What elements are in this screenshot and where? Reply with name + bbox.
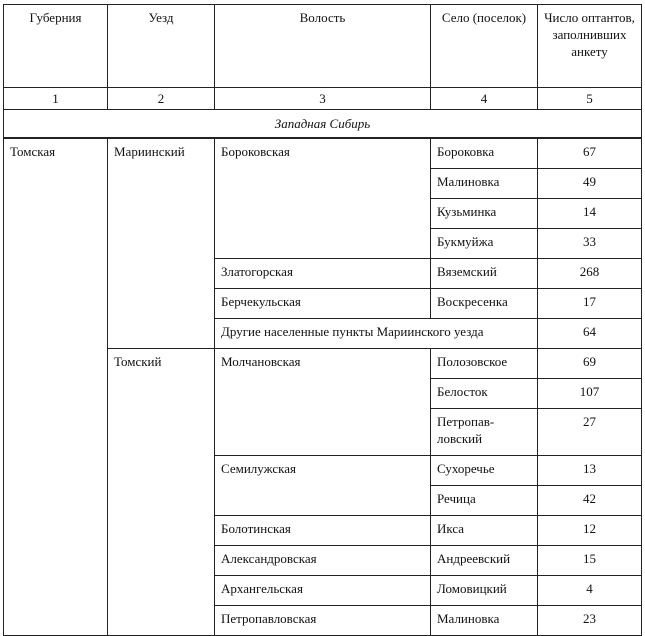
volost-cell: Бороковская [215,138,431,259]
other-settlements-cell: Другие населенные пункты Мариинского уезда [215,319,538,349]
column-number: 1 [4,88,108,110]
village-cell: Белосток [431,379,538,409]
column-number: 4 [431,88,538,110]
village-cell: Воскресенка [431,289,538,319]
volost-cell: Семилужская [215,456,431,516]
optants-table [3,4,642,636]
count-cell: 12 [538,516,642,546]
village-cell: Бороковка [431,138,538,169]
village-cell: Петропав-ловский [431,409,538,456]
village-cell: Ломовицкий [431,576,538,606]
count-cell: 67 [538,138,642,169]
count-cell: 23 [538,606,642,636]
header-selo: Село (поселок) [431,5,538,88]
header-uezd: Уезд [108,5,215,88]
count-cell: 27 [538,409,642,456]
count-cell: 49 [538,169,642,199]
column-number: 5 [538,88,642,110]
count-cell: 42 [538,486,642,516]
count-cell: 13 [538,456,642,486]
village-cell: Малиновка [431,169,538,199]
column-numbers-row [4,88,642,110]
volost-cell: Архангельская [215,576,431,606]
column-number: 2 [108,88,215,110]
guberniya-cell: Томская [4,138,108,636]
count-cell: 69 [538,349,642,379]
region-row [4,110,642,139]
count-cell: 14 [538,199,642,229]
village-cell: Вяземский [431,259,538,289]
count-cell: 33 [538,229,642,259]
count-cell: 64 [538,319,642,349]
village-cell: Кузьминка [431,199,538,229]
village-cell: Речица [431,486,538,516]
uezd-cell: Томский [108,349,215,636]
village-cell: Малиновка [431,606,538,636]
volost-cell: Петропавловская [215,606,431,636]
header-count: Число оптантов, заполнивших анкету [538,5,642,88]
village-cell: Букмуйжа [431,229,538,259]
column-number: 3 [215,88,431,110]
uezd-cell: Мариинский [108,138,215,349]
count-cell: 15 [538,546,642,576]
volost-cell: Александровская [215,546,431,576]
count-cell: 17 [538,289,642,319]
village-cell: Андреевский [431,546,538,576]
header-volost: Волость [215,5,431,88]
volost-cell: Златогорская [215,259,431,289]
village-cell: Полозовское [431,349,538,379]
header-guberniya: Губерния [4,5,108,88]
region-title: Западная Сибирь [4,110,642,139]
header-row [4,5,642,88]
volost-cell: Болотинская [215,516,431,546]
count-cell: 268 [538,259,642,289]
village-cell: Сухоречье [431,456,538,486]
count-cell: 4 [538,576,642,606]
volost-cell: Берчекульская [215,289,431,319]
count-cell: 107 [538,379,642,409]
village-cell: Икса [431,516,538,546]
table-row [4,138,642,169]
volost-cell: Молчановская [215,349,431,456]
